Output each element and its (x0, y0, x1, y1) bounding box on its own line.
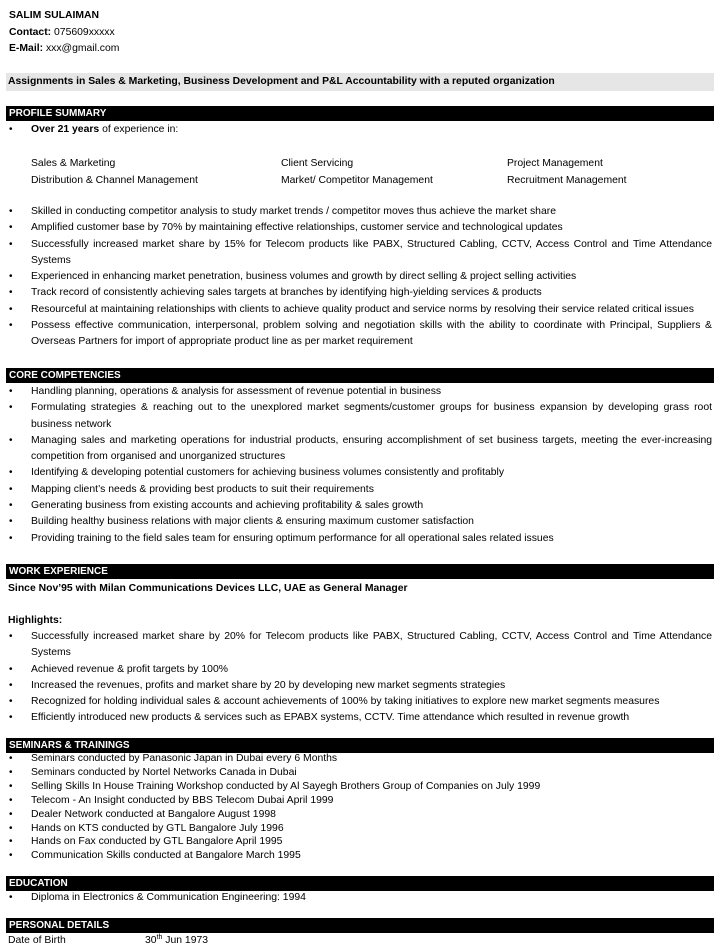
list-item: • Hands on KTS conducted by GTL Bangalore July 1996 (8, 822, 712, 836)
profile-summary-list (8, 204, 712, 351)
contact-line (9, 24, 115, 41)
objective-banner: Assignments in Sales & Marketing, Business Development and P&L Accountability with a reputed organization (6, 73, 714, 91)
seminars-list (8, 752, 712, 863)
list-item: • Formulating strategies & reaching out to the unexplored market segments/customer groups for business expansion by developing grass root business network (8, 400, 712, 433)
contact-value: 075609xxxxx (51, 27, 115, 38)
list-item: • Managing sales and marketing operations for industrial products, ensuring accomplishment of set business targets, meeting the ever-increasing competition from organised and unorganized structures (8, 433, 712, 466)
list-item: • Providing training to the field sales team for ensuring optimum performance for all operational sales related issues (8, 531, 712, 547)
email-label: E-Mail: (9, 43, 44, 54)
skill-item: Market/ Competitor Management (281, 175, 433, 186)
list-item: • Identifying & developing potential customers for achieving business volumes consistently and profitably (8, 465, 712, 481)
experience-intro-text: of experience in: (99, 124, 179, 135)
skill-item: Sales & Marketing (31, 158, 116, 169)
dob-suffix: th (156, 934, 163, 941)
email-line (9, 40, 119, 57)
list-item: • Successfully increased market share by 20% for Telecom products like PABX, Structured Cabling, CCTV, Access Control and Time Attendance Systems (8, 629, 712, 662)
list-item: • Successfully increased market share by 15% for Telecom products like PABX, Structured Cabling, CCTV, Access Control and Time Attendance Systems (8, 237, 712, 270)
dob-label: Date of Birth (8, 935, 66, 946)
list-item: • Resourceful at maintaining relationships with clients to achieve quality product and service norms by resolving their service related critical issues (8, 302, 712, 318)
skills-grid (31, 155, 711, 189)
list-item: • Experienced in enhancing market penetration, business volumes and growth by direct selling & project selling activities (8, 269, 712, 285)
list-item: • Building healthy business relations with major clients & ensuring maximum customer satisfaction (8, 514, 712, 530)
highlights-label: Highlights: (8, 615, 63, 626)
experience-years: Over 21 years (31, 124, 100, 135)
dob-month-year: Jun 1973 (162, 935, 209, 946)
list-item: • Possess effective communication, interpersonal, problem solving and negotiation skills with the ability to coordinate with Principal, Suppliers & Overseas Partners for import of appropriate product line as per market requirement (8, 318, 712, 351)
list-item: • Handling planning, operations & analysis for assessment of revenue potential in business (8, 384, 712, 400)
list-item: • Track record of consistently achieving sales targets at branches by identifying high-yielding services & products (8, 285, 712, 301)
list-item: • Recognized for holding individual sales & account achievements of 100% by taking initiatives to explore new market segments measures (8, 694, 712, 710)
list-item: • Achieved revenue & profit targets by 100% (8, 662, 712, 678)
section-header-education: EDUCATION (6, 876, 714, 891)
section-header-seminars: SEMINARS & TRAININGS (6, 738, 714, 753)
skill-item: Project Management (507, 158, 603, 169)
list-item: • Telecom - An Insight conducted by BBS Telecom Dubai April 1999 (8, 794, 712, 808)
section-header-core-competencies: CORE COMPETENCIES (6, 368, 714, 383)
list-item (8, 122, 712, 138)
skills-row (31, 155, 711, 172)
core-competencies-list (8, 384, 712, 547)
work-highlights-list (8, 629, 712, 727)
section-header-profile-summary: PROFILE SUMMARY (6, 106, 714, 121)
list-item: • Skilled in conducting competitor analysis to study market trends / competitor moves thus achieve the market share (8, 204, 712, 220)
list-item: • Communication Skills conducted at Bangalore March 1995 (8, 849, 712, 863)
list-item: • Selling Skills In House Training Workshop conducted by Al Sayegh Brothers Group of Companies on July 1999 (8, 780, 712, 794)
list-item: • Mapping client’s needs & providing best products to suit their requirements (8, 482, 712, 498)
profile-intro-list (8, 122, 712, 138)
list-item: • Seminars conducted by Panasonic Japan in Dubai every 6 Months (8, 752, 712, 766)
list-item: • Hands on Fax conducted by GTL Bangalore April 1995 (8, 835, 712, 849)
list-item: • Generating business from existing accounts and achieving profitability & sales growth (8, 498, 712, 514)
list-item: • Dealer Network conducted at Bangalore August 1998 (8, 808, 712, 822)
list-item: • Diploma in Electronics & Communication Engineering: 1994 (8, 890, 712, 906)
contact-label: Contact: (9, 27, 52, 38)
list-item: • Seminars conducted by Nortel Networks Canada in Dubai (8, 766, 712, 780)
list-item: • Increased the revenues, profits and market share by 20 by developing new market segments strategies (8, 678, 712, 694)
section-header-personal-details: PERSONAL DETAILS (6, 918, 714, 933)
candidate-name: SALIM SULAIMAN (9, 10, 100, 21)
dob-value (145, 933, 208, 948)
list-item: • Amplified customer base by 70% by maintaining effective relationships, customer service and technological updates (8, 220, 712, 236)
skill-item: Distribution & Channel Management (31, 175, 198, 186)
education-list (8, 890, 712, 906)
skill-item: Client Servicing (281, 158, 354, 169)
skills-row (31, 172, 711, 189)
job-position: Since Nov’95 with Milan Communications Devices LLC, UAE as General Manager (8, 583, 408, 594)
skill-item: Recruitment Management (507, 175, 627, 186)
list-item: • Efficiently introduced new products & services such as EPABX systems, CCTV. Time attendance which resulted in revenue growth (8, 710, 712, 726)
email-value[interactable]: xxx@gmail.com (43, 43, 120, 54)
dob-day: 30 (145, 935, 157, 946)
section-header-work-experience: WORK EXPERIENCE (6, 564, 714, 579)
